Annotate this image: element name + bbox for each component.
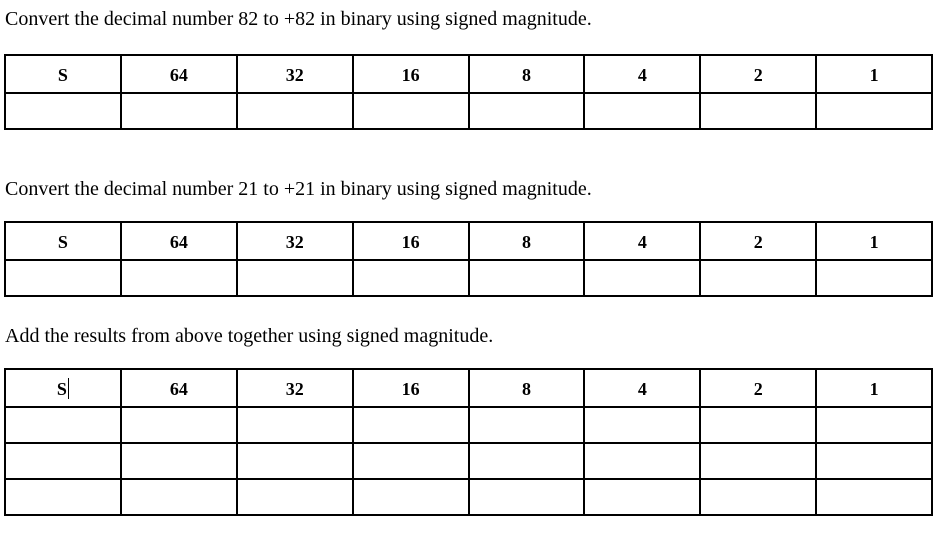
column-header-1: 1 [816,369,932,407]
answer-row [5,407,932,443]
column-header-64: 64 [121,55,237,93]
answer-cell-input[interactable] [6,94,120,128]
question-2-text: Convert the decimal number 21 to +21 in binary using signed magnitude. [5,178,592,200]
header-row [5,369,932,407]
column-header-8: 8 [469,222,585,260]
answer-cell-input[interactable] [701,261,815,295]
answer-cell-64[interactable] [121,479,237,515]
answer-cell-input[interactable] [585,444,699,478]
answer-cell-input[interactable] [122,480,236,514]
answer-cell-input[interactable] [701,480,815,514]
answer-cell-input[interactable] [354,408,468,442]
answer-row [5,93,932,129]
answer-cell-1[interactable] [816,479,932,515]
answer-cell-input[interactable] [470,444,584,478]
answer-cell-8[interactable] [469,260,585,296]
answer-cell-8[interactable] [469,93,585,129]
answer-cell-s[interactable] [5,260,121,296]
column-header-4: 4 [584,369,700,407]
answer-cell-32[interactable] [237,93,353,129]
answer-cell-4[interactable] [584,443,700,479]
answer-cell-s[interactable] [5,407,121,443]
header-row [5,55,932,93]
answer-cell-1[interactable] [816,260,932,296]
binary-table-3 [4,368,933,516]
column-header-16: 16 [353,222,469,260]
column-header-32: 32 [237,369,353,407]
answer-cell-s[interactable] [5,93,121,129]
answer-cell-input[interactable] [817,94,931,128]
answer-cell-input[interactable] [238,94,352,128]
answer-cell-input[interactable] [701,444,815,478]
answer-cell-s[interactable] [5,479,121,515]
answer-cell-32[interactable] [237,407,353,443]
column-header-4: 4 [584,55,700,93]
column-header-2: 2 [700,55,816,93]
answer-cell-16[interactable] [353,93,469,129]
answer-cell-input[interactable] [817,408,931,442]
column-header-4: 4 [584,222,700,260]
answer-cell-8[interactable] [469,443,585,479]
answer-cell-input[interactable] [585,261,699,295]
answer-cell-1[interactable] [816,407,932,443]
answer-cell-64[interactable] [121,443,237,479]
answer-cell-input[interactable] [354,444,468,478]
column-header-1: 1 [816,222,932,260]
column-header-2: 2 [700,369,816,407]
answer-cell-32[interactable] [237,443,353,479]
binary-table-1 [4,54,933,130]
answer-cell-input[interactable] [354,480,468,514]
answer-cell-4[interactable] [584,260,700,296]
answer-cell-16[interactable] [353,479,469,515]
answer-cell-input[interactable] [238,444,352,478]
answer-cell-1[interactable] [816,443,932,479]
column-header-16: 16 [353,55,469,93]
column-header-2: 2 [700,222,816,260]
answer-cell-input[interactable] [470,261,584,295]
answer-cell-2[interactable] [700,260,816,296]
answer-cell-input[interactable] [122,408,236,442]
answer-cell-2[interactable] [700,93,816,129]
answer-cell-8[interactable] [469,479,585,515]
answer-cell-input[interactable] [354,94,468,128]
answer-cell-input[interactable] [701,408,815,442]
column-header-64: 64 [121,222,237,260]
answer-cell-input[interactable] [470,480,584,514]
answer-cell-input[interactable] [238,408,352,442]
answer-cell-input[interactable] [6,444,120,478]
answer-cell-input[interactable] [6,480,120,514]
answer-cell-16[interactable] [353,260,469,296]
answer-cell-input[interactable] [6,261,120,295]
answer-cell-2[interactable] [700,407,816,443]
answer-row [5,260,932,296]
answer-cell-input[interactable] [354,261,468,295]
answer-cell-64[interactable] [121,260,237,296]
answer-cell-16[interactable] [353,407,469,443]
answer-cell-input[interactable] [470,408,584,442]
answer-cell-input[interactable] [701,94,815,128]
answer-cell-64[interactable] [121,93,237,129]
answer-cell-input[interactable] [6,408,120,442]
answer-cell-16[interactable] [353,443,469,479]
answer-cell-input[interactable] [585,94,699,128]
answer-cell-input[interactable] [238,261,352,295]
column-header-s: S [5,369,121,407]
answer-cell-input[interactable] [238,480,352,514]
answer-row [5,443,932,479]
column-header-1: 1 [816,55,932,93]
answer-cell-input[interactable] [817,444,931,478]
answer-cell-input[interactable] [817,480,931,514]
answer-cell-input[interactable] [470,94,584,128]
answer-cell-input[interactable] [585,480,699,514]
column-header-32: 32 [237,55,353,93]
column-header-8: 8 [469,55,585,93]
answer-cell-input[interactable] [585,408,699,442]
binary-table-2 [4,221,933,297]
question-1-text: Convert the decimal number 82 to +82 in binary using signed magnitude. [5,8,592,30]
answer-cell-2[interactable] [700,479,816,515]
answer-cell-input[interactable] [122,261,236,295]
text-caret [68,378,69,399]
column-header-16: 16 [353,369,469,407]
question-3-text: Add the results from above together using signed magnitude. [5,325,494,347]
answer-cell-64[interactable] [121,407,237,443]
header-row [5,222,932,260]
answer-cell-s[interactable] [5,443,121,479]
answer-cell-4[interactable] [584,407,700,443]
answer-cell-4[interactable] [584,479,700,515]
answer-cell-input[interactable] [817,261,931,295]
column-header-64: 64 [121,369,237,407]
answer-cell-8[interactable] [469,407,585,443]
column-header-8: 8 [469,369,585,407]
column-header-s: S [5,222,121,260]
answer-cell-32[interactable] [237,260,353,296]
answer-cell-input[interactable] [122,94,236,128]
column-header-s: S [5,55,121,93]
column-header-32: 32 [237,222,353,260]
answer-row [5,479,932,515]
answer-cell-4[interactable] [584,93,700,129]
answer-cell-2[interactable] [700,443,816,479]
answer-cell-32[interactable] [237,479,353,515]
answer-cell-1[interactable] [816,93,932,129]
answer-cell-input[interactable] [122,444,236,478]
